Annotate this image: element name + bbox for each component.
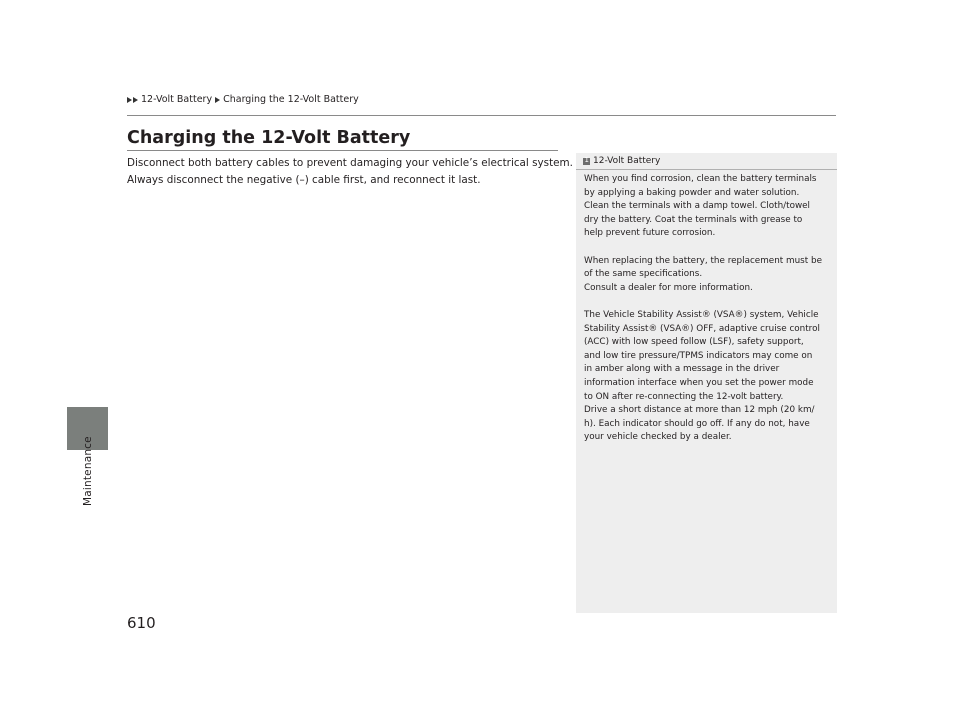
note-line: your vehicle checked by a dealer. [584,432,732,443]
breadcrumb [127,94,359,105]
note-line: to ON after re-connecting the 12-volt battery. [584,391,784,402]
note-line: h). Each indicator should go off. If any do not, have [584,418,810,429]
note-line: of the same specifications. [584,269,703,280]
note-line: When you find corrosion, clean the battery terminals [584,174,817,184]
arrow-icon [133,97,138,103]
note-heading [576,156,660,166]
note-line: The Vehicle Stability Assist® (VSA®) system, Vehicle [584,309,819,320]
header-divider [127,115,836,116]
note-paragraph [584,173,834,241]
title-divider [127,150,558,151]
arrow-icon [215,97,220,103]
section-body [127,155,573,189]
note-line: (ACC) with low speed follow (LSF), safety support, [584,337,804,348]
note-sidebar [576,153,837,613]
note-line: When replacing the battery, the replacement must be [584,255,822,266]
note-line: by applying a baking powder and water solution. [584,187,800,198]
note-line: Clean the terminals with a damp towel. Cloth/towel [584,201,811,212]
note-paragraph [584,255,834,296]
note-line: Consult a dealer for more information. [584,282,753,293]
note-body [584,173,834,458]
body-line: Disconnect both battery cables to prevent damaging your vehicle’s electrical system. [127,157,573,169]
note-number-icon [583,158,590,165]
note-heading-text: 12-Volt Battery [593,156,661,166]
note-paragraph [584,309,834,445]
note-line: dry the battery. Coat the terminals with grease to [584,214,803,225]
body-line: Always disconnect the negative (–) cable first, and reconnect it last. [127,174,481,186]
note-divider [576,169,837,170]
note-line: Stability Assist® (VSA®) OFF, adaptive cruise control [584,323,820,334]
breadcrumb-item[interactable]: 12-Volt Battery [141,94,213,105]
breadcrumb-item[interactable]: Charging the 12-Volt Battery [223,94,359,105]
note-line: and low tire pressure/TPMS indicators may come on [584,350,813,361]
section-tab-label: Maintenance [82,436,94,506]
page-number: 610 [127,614,156,632]
arrow-icon [127,97,132,103]
note-line: in amber along with a message in the driver [584,364,780,375]
note-line: help prevent future corrosion. [584,228,716,239]
note-line: information interface when you set the power mode [584,377,814,388]
note-line: Drive a short distance at more than 12 mph (20 km/ [584,405,815,416]
section-title: Charging the 12-Volt Battery [127,128,411,148]
